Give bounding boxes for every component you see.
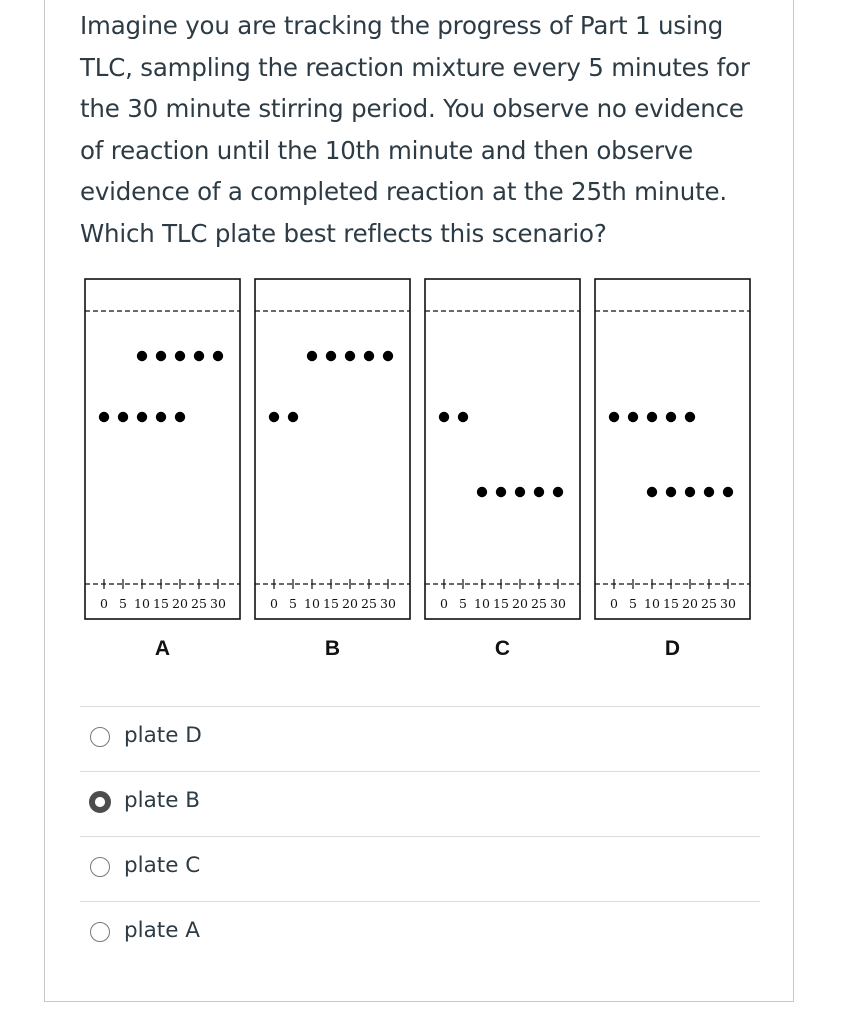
tlc-plate-b [255,279,410,660]
lane-tick-label: 0 [100,596,108,611]
lane-tick-label: 5 [629,596,637,611]
lane-tick-label: 5 [459,596,467,611]
lane-tick-label: 15 [323,596,339,611]
tlc-spot [194,351,204,361]
lane-tick-label: 25 [701,596,717,611]
tlc-plate-c [425,279,580,660]
tlc-spot [685,412,695,422]
tlc-spot [175,351,185,361]
tlc-spot [666,412,676,422]
lane-tick-label: 5 [119,596,127,611]
radio-button[interactable] [90,922,110,942]
lane-tick-label: 20 [512,596,528,611]
question-text: Imagine you are tracking the progress of Part 1 using TLC, sampling the reaction mixture every 5 minutes for the 30 minute stirring period. You observe no evidence of reaction until the 10th minute and then observe evidence of a completed reaction at the 25th minute. Which TLC plate best reflects this scenario? [80,11,750,248]
tlc-spot [175,412,185,422]
lane-tick-label: 10 [304,596,320,611]
tlc-spot [647,487,657,497]
lane-tick-label: 30 [550,596,566,611]
tlc-spot [383,351,393,361]
tlc-spot [345,351,355,361]
tlc-spot [99,412,109,422]
tlc-spot [137,351,147,361]
tlc-spot [723,487,733,497]
tlc-plates-svg [84,278,754,668]
tlc-plate-d [595,279,750,660]
radio-button-selected[interactable] [89,791,111,813]
lane-tick-label: 25 [191,596,207,611]
tlc-spot [534,487,544,497]
option-plate-a[interactable] [80,901,760,966]
lane-tick-label: 15 [663,596,679,611]
plate-label: A [154,637,171,660]
radio-button[interactable] [90,727,110,747]
radio-button[interactable] [90,857,110,877]
lane-tick-label: 10 [644,596,660,611]
tlc-spot [458,412,468,422]
plate-border [255,279,410,619]
tlc-spot [307,351,317,361]
tlc-spot [288,412,298,422]
tlc-spot [628,412,638,422]
lane-tick-label: 30 [210,596,226,611]
option-plate-c[interactable] [80,836,760,901]
tlc-spot [213,351,223,361]
tlc-plates-figure [84,278,754,668]
option-plate-b[interactable] [80,771,760,836]
tlc-spot [156,412,166,422]
tlc-spot [515,487,525,497]
plate-label: C [494,637,511,660]
lane-tick-label: 30 [720,596,736,611]
lane-tick-label: 30 [380,596,396,611]
lane-tick-label: 25 [531,596,547,611]
option-label: plate C [124,853,201,878]
lane-tick-label: 10 [474,596,490,611]
tlc-spot [666,487,676,497]
tlc-spot [156,351,166,361]
tlc-spot [704,487,714,497]
tlc-spot [137,412,147,422]
plate-border [425,279,580,619]
lane-tick-label: 15 [153,596,169,611]
tlc-spot [609,412,619,422]
tlc-spot [685,487,695,497]
lane-tick-label: 25 [361,596,377,611]
tlc-spot [496,487,506,497]
tlc-spot [326,351,336,361]
tlc-spot [553,487,563,497]
lane-tick-label: 20 [172,596,188,611]
tlc-spot [364,351,374,361]
plate-border [85,279,240,619]
option-label: plate B [124,788,201,813]
lane-tick-label: 0 [610,596,618,611]
tlc-spot [647,412,657,422]
plate-label: B [324,637,341,660]
tlc-spot [477,487,487,497]
lane-tick-label: 5 [289,596,297,611]
plate-border [595,279,750,619]
tlc-spot [269,412,279,422]
tlc-spot [118,412,128,422]
tlc-spot [439,412,449,422]
lane-tick-label: 0 [270,596,278,611]
lane-tick-label: 20 [682,596,698,611]
option-plate-d[interactable] [80,706,760,771]
lane-tick-label: 20 [342,596,358,611]
plate-label: D [664,637,681,660]
tlc-plate-a [85,279,240,660]
lane-tick-label: 15 [493,596,509,611]
option-label: plate A [124,918,200,943]
lane-tick-label: 10 [134,596,150,611]
option-label: plate D [124,723,202,748]
lane-tick-label: 0 [440,596,448,611]
answer-options [80,706,760,966]
